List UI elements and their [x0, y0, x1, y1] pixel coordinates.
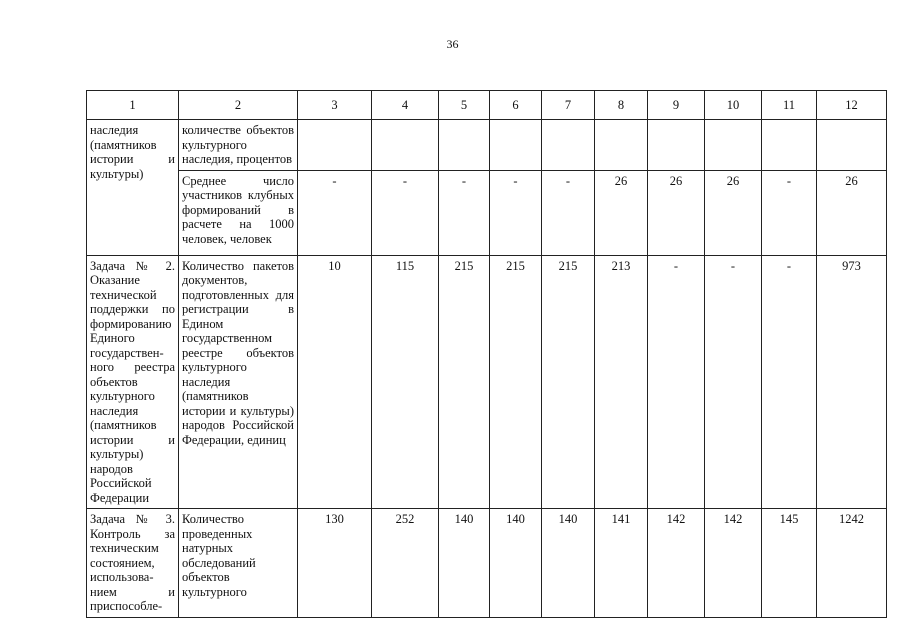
column-header: 7	[542, 91, 595, 120]
value-cell: -	[542, 170, 595, 255]
value-cell	[762, 120, 817, 171]
value-cell: -	[762, 255, 817, 509]
value-cell: 115	[372, 255, 439, 509]
column-header: 9	[648, 91, 705, 120]
indicator-cell: количестве объектов культурного наследия, процентов	[179, 120, 298, 171]
column-header: 4	[372, 91, 439, 120]
task-cell: Задача № 3. Контроль за техническим состоянием, использованием и приспособле-	[87, 509, 179, 618]
indicator-table	[86, 90, 887, 618]
value-cell: -	[490, 170, 542, 255]
value-cell: 130	[298, 509, 372, 618]
value-cell: 145	[762, 509, 817, 618]
value-cell: 213	[595, 255, 648, 509]
column-header: 3	[298, 91, 372, 120]
table-row	[87, 255, 887, 509]
task-cell-continued: наследия (памятников истории и культуры)	[87, 120, 179, 256]
value-cell	[595, 120, 648, 171]
value-cell: -	[439, 170, 490, 255]
value-cell: 215	[542, 255, 595, 509]
value-cell: 1242	[817, 509, 887, 618]
value-cell	[817, 120, 887, 171]
value-cell	[705, 120, 762, 171]
value-cell: 140	[490, 509, 542, 618]
indicator-cell: Среднее число участников клубных формирований в расчете на 1000 человек, человек	[179, 170, 298, 255]
value-cell: 26	[817, 170, 887, 255]
value-cell: -	[762, 170, 817, 255]
column-header: 1	[87, 91, 179, 120]
value-cell: 215	[490, 255, 542, 509]
value-cell	[372, 120, 439, 171]
page-number: 36	[446, 37, 459, 51]
value-cell: 140	[439, 509, 490, 618]
value-cell	[542, 120, 595, 171]
header-row	[87, 91, 887, 120]
value-cell: 142	[705, 509, 762, 618]
column-header: 10	[705, 91, 762, 120]
value-cell: 26	[705, 170, 762, 255]
value-cell: 973	[817, 255, 887, 509]
value-cell: -	[705, 255, 762, 509]
column-header: 6	[490, 91, 542, 120]
value-cell: -	[298, 170, 372, 255]
column-header: 12	[817, 91, 887, 120]
value-cell	[298, 120, 372, 171]
value-cell: 140	[542, 509, 595, 618]
task-cell: Задача № 2. Оказание технической поддержки по формированию Единого государственного реестра объектов культурного наследия (памятников истории и культуры) народов Российской Федерации	[87, 255, 179, 509]
indicator-cell: Количество проведенных натурных обследований объектов культурного	[179, 509, 298, 618]
column-header: 11	[762, 91, 817, 120]
value-cell: 252	[372, 509, 439, 618]
value-cell: -	[372, 170, 439, 255]
value-cell	[648, 120, 705, 171]
value-cell	[439, 120, 490, 171]
column-header: 2	[179, 91, 298, 120]
value-cell: 10	[298, 255, 372, 509]
value-cell: 215	[439, 255, 490, 509]
value-cell: 26	[648, 170, 705, 255]
column-header: 5	[439, 91, 490, 120]
value-cell: 141	[595, 509, 648, 618]
indicator-cell: Количество пакетов документов, подготовленных для регистрации в Едином государственном реестре объектов культурного наследия (памятников истории и культуры) народов Российской Федерации, единиц	[179, 255, 298, 509]
value-cell: 142	[648, 509, 705, 618]
value-cell: -	[648, 255, 705, 509]
table-row	[87, 509, 887, 618]
value-cell	[490, 120, 542, 171]
table-row	[87, 170, 887, 255]
table-row	[87, 120, 887, 171]
value-cell: 26	[595, 170, 648, 255]
column-header: 8	[595, 91, 648, 120]
